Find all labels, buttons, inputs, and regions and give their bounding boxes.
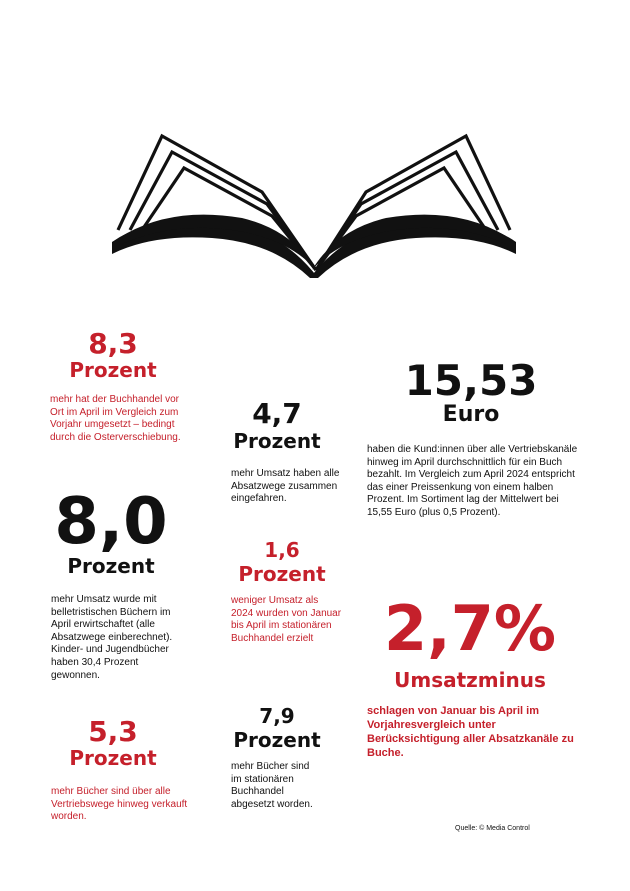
stat-value: 1,6 — [264, 538, 300, 562]
stat-5-3 — [60, 715, 166, 770]
stat-description: mehr Umsatz haben alle Absatzwege zusammen eingefahren. — [231, 468, 340, 505]
stat-description: weniger Umsatz als 2024 wurden von Januar bis April im stationären Buchhandel erzielt — [231, 595, 342, 644]
stat-unit: Prozent — [69, 746, 157, 770]
stat-description: mehr Umsatz wurde mit belletristischen Büchern im April erwirtschaftet (alle Absatzwege einberechnet). Kinder- und Jugendbücher haben 30,4 Prozent gewonnen. — [51, 594, 173, 681]
stat-value: 4,7 — [252, 397, 302, 430]
open-book-icon — [112, 130, 516, 280]
stat-description: schlagen von Januar bis April im Vorjahresvergleich unter Berücksichtigung aller Absatzkanäle zu Buche. — [367, 705, 574, 759]
stat-unit: Prozent — [238, 562, 326, 586]
stat-unit: Umsatzminus — [394, 668, 546, 692]
stat-value: 5,3 — [88, 715, 138, 748]
stat-description: mehr Bücher sind über alle Vertriebswege hinweg verkauft worden. — [51, 786, 188, 823]
stat-value: 8,0 — [54, 485, 168, 559]
stat-15-53 — [396, 356, 546, 427]
stat-7-9 — [228, 706, 326, 750]
stat-value: 15,53 — [404, 356, 538, 405]
stat-value: 2,7% — [384, 592, 556, 665]
source-note: Quelle: © Media Control — [455, 825, 530, 832]
stat-unit: Prozent — [233, 429, 321, 453]
stat-unit: Prozent — [69, 358, 157, 382]
stat-value: 7,9 — [259, 704, 295, 728]
stat-unit: Prozent — [67, 554, 155, 578]
stat-unit: Prozent — [233, 728, 321, 752]
stat-1-6 — [232, 540, 332, 584]
stat-8-0 — [46, 485, 176, 578]
stat-4-7 — [230, 397, 324, 453]
stat-description: mehr Bücher sind im stationären Buchhandel abgesetzt worden. — [231, 761, 313, 810]
stat-value: 8,3 — [88, 327, 138, 360]
stat-description: mehr hat der Buchhandel vor Ort im April im Vergleich zum Vorjahr umgesetzt – bedingt durch die Osterverschiebung. — [50, 394, 181, 443]
stat-unit: Euro — [442, 402, 500, 427]
stat-2-7 — [372, 592, 568, 692]
stat-description: haben die Kund:innen über alle Vertriebskanäle hinweg im April durchschnittlich für ein Buch bezahlt. Im Vergleich zum April 2024 entspricht das einer Preissenkung von einem halben Prozent. Im Sortiment lag der Mittelwert bei 15,55 Euro (plus 0,5 Prozent). — [367, 444, 578, 518]
stat-8-3 — [50, 327, 176, 382]
